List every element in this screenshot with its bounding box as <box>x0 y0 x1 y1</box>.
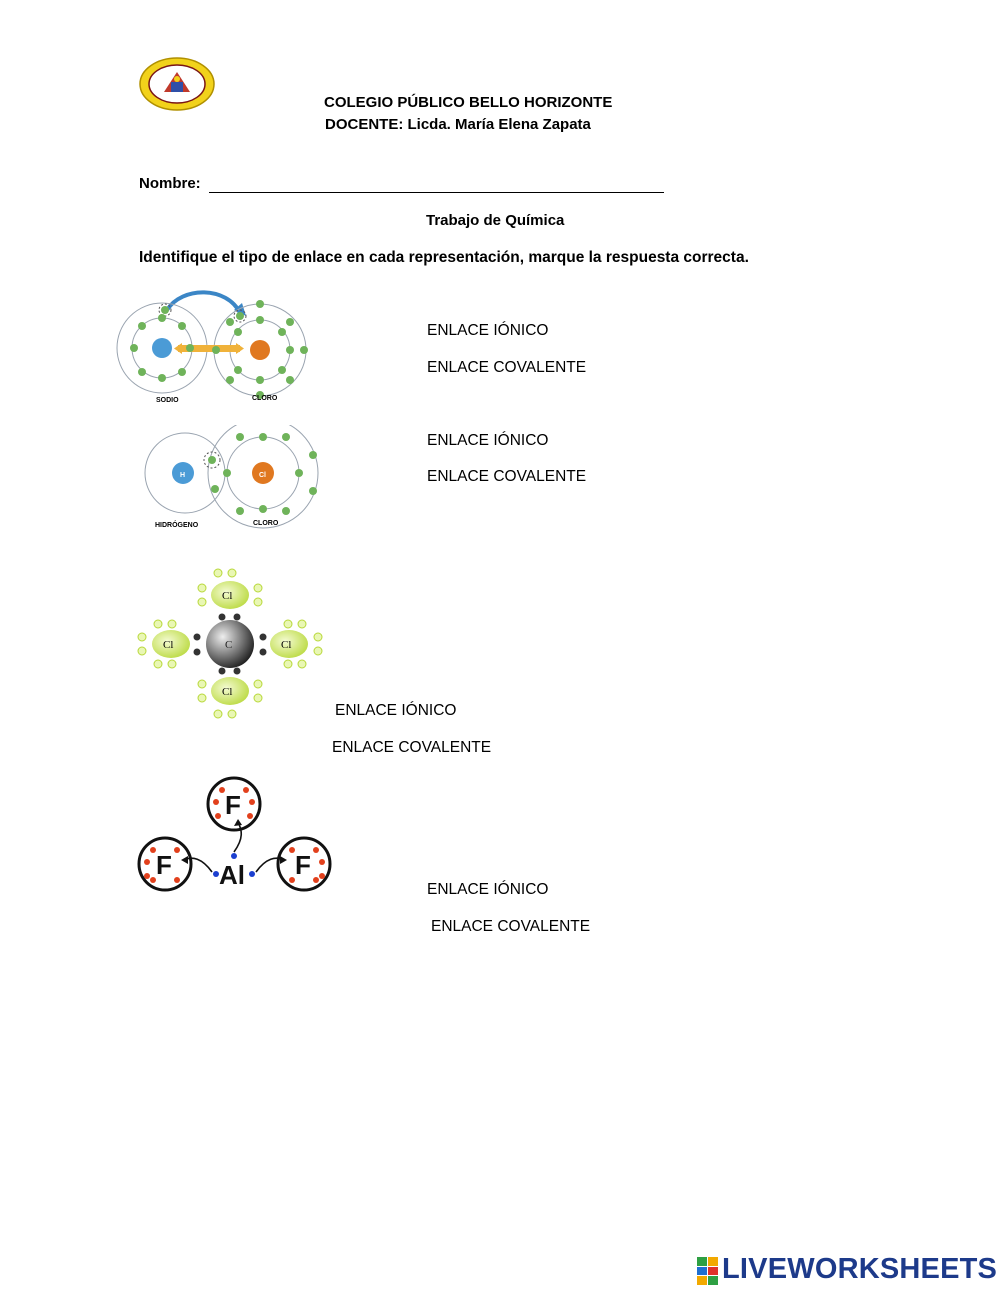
svg-text:Cl: Cl <box>222 686 233 698</box>
hydrogen-label: HIDRÓGENO <box>155 522 199 529</box>
svg-text:Cl: Cl <box>222 590 233 602</box>
chlorine-atom-right <box>270 630 308 658</box>
q3-option-ionic[interactable]: ENLACE IÓNICO <box>335 702 457 719</box>
q2-option-covalent[interactable]: ENLACE COVALENTE <box>427 468 587 485</box>
brand-name: LIVEWORKSHEETS <box>722 1253 998 1285</box>
name-field[interactable] <box>209 172 664 193</box>
aluminum-symbol: Al <box>219 860 245 890</box>
name-label: Nombre: <box>139 175 201 192</box>
chlorine-atom-bottom <box>211 677 249 705</box>
svg-text:H: H <box>180 472 186 479</box>
school-seal-logo <box>138 56 216 112</box>
teacher-name: DOCENTE: Licda. María Elena Zapata <box>325 116 591 133</box>
sodium-chlorine-diagram <box>112 288 312 408</box>
liveworksheets-icon <box>697 1257 719 1285</box>
svg-text:Cl: Cl <box>259 472 266 479</box>
worksheet-title: Trabajo de Química <box>426 212 565 229</box>
fluorine-symbol-left: F <box>156 850 172 880</box>
carbon-tetrachloride-diagram <box>136 568 326 720</box>
sodium-label: SODIO <box>156 397 179 404</box>
fluorine-symbol-top: F <box>225 790 241 820</box>
aluminum-fluoride-diagram <box>136 776 336 898</box>
svg-text:Cl: Cl <box>281 639 292 651</box>
chlorine-label-1: CLORO <box>252 395 278 402</box>
q1-option-covalent[interactable]: ENLACE COVALENTE <box>427 359 587 376</box>
q4-option-covalent[interactable]: ENLACE COVALENTE <box>431 918 591 935</box>
svg-text:Cl: Cl <box>163 639 174 651</box>
school-name: COLEGIO PÚBLICO BELLO HORIZONTE <box>324 94 613 111</box>
q1-option-ionic[interactable]: ENLACE IÓNICO <box>427 322 549 339</box>
q2-option-ionic[interactable]: ENLACE IÓNICO <box>427 432 549 449</box>
q3-option-covalent[interactable]: ENLACE COVALENTE <box>332 739 492 756</box>
fluorine-symbol-right: F <box>295 850 311 880</box>
chlorine-label-2: CLORO <box>253 520 279 527</box>
q4-option-ionic[interactable]: ENLACE IÓNICO <box>427 881 549 898</box>
instruction-text: Identifique el tipo de enlace en cada representación, marque la respuesta correcta. <box>139 249 749 266</box>
chlorine-atom-top <box>211 581 249 609</box>
name-row <box>139 172 669 196</box>
chlorine-atom-left <box>152 630 190 658</box>
liveworksheets-logo <box>697 1253 998 1286</box>
carbon-symbol: C <box>225 639 233 651</box>
hydrogen-chlorine-diagram <box>143 425 323 535</box>
